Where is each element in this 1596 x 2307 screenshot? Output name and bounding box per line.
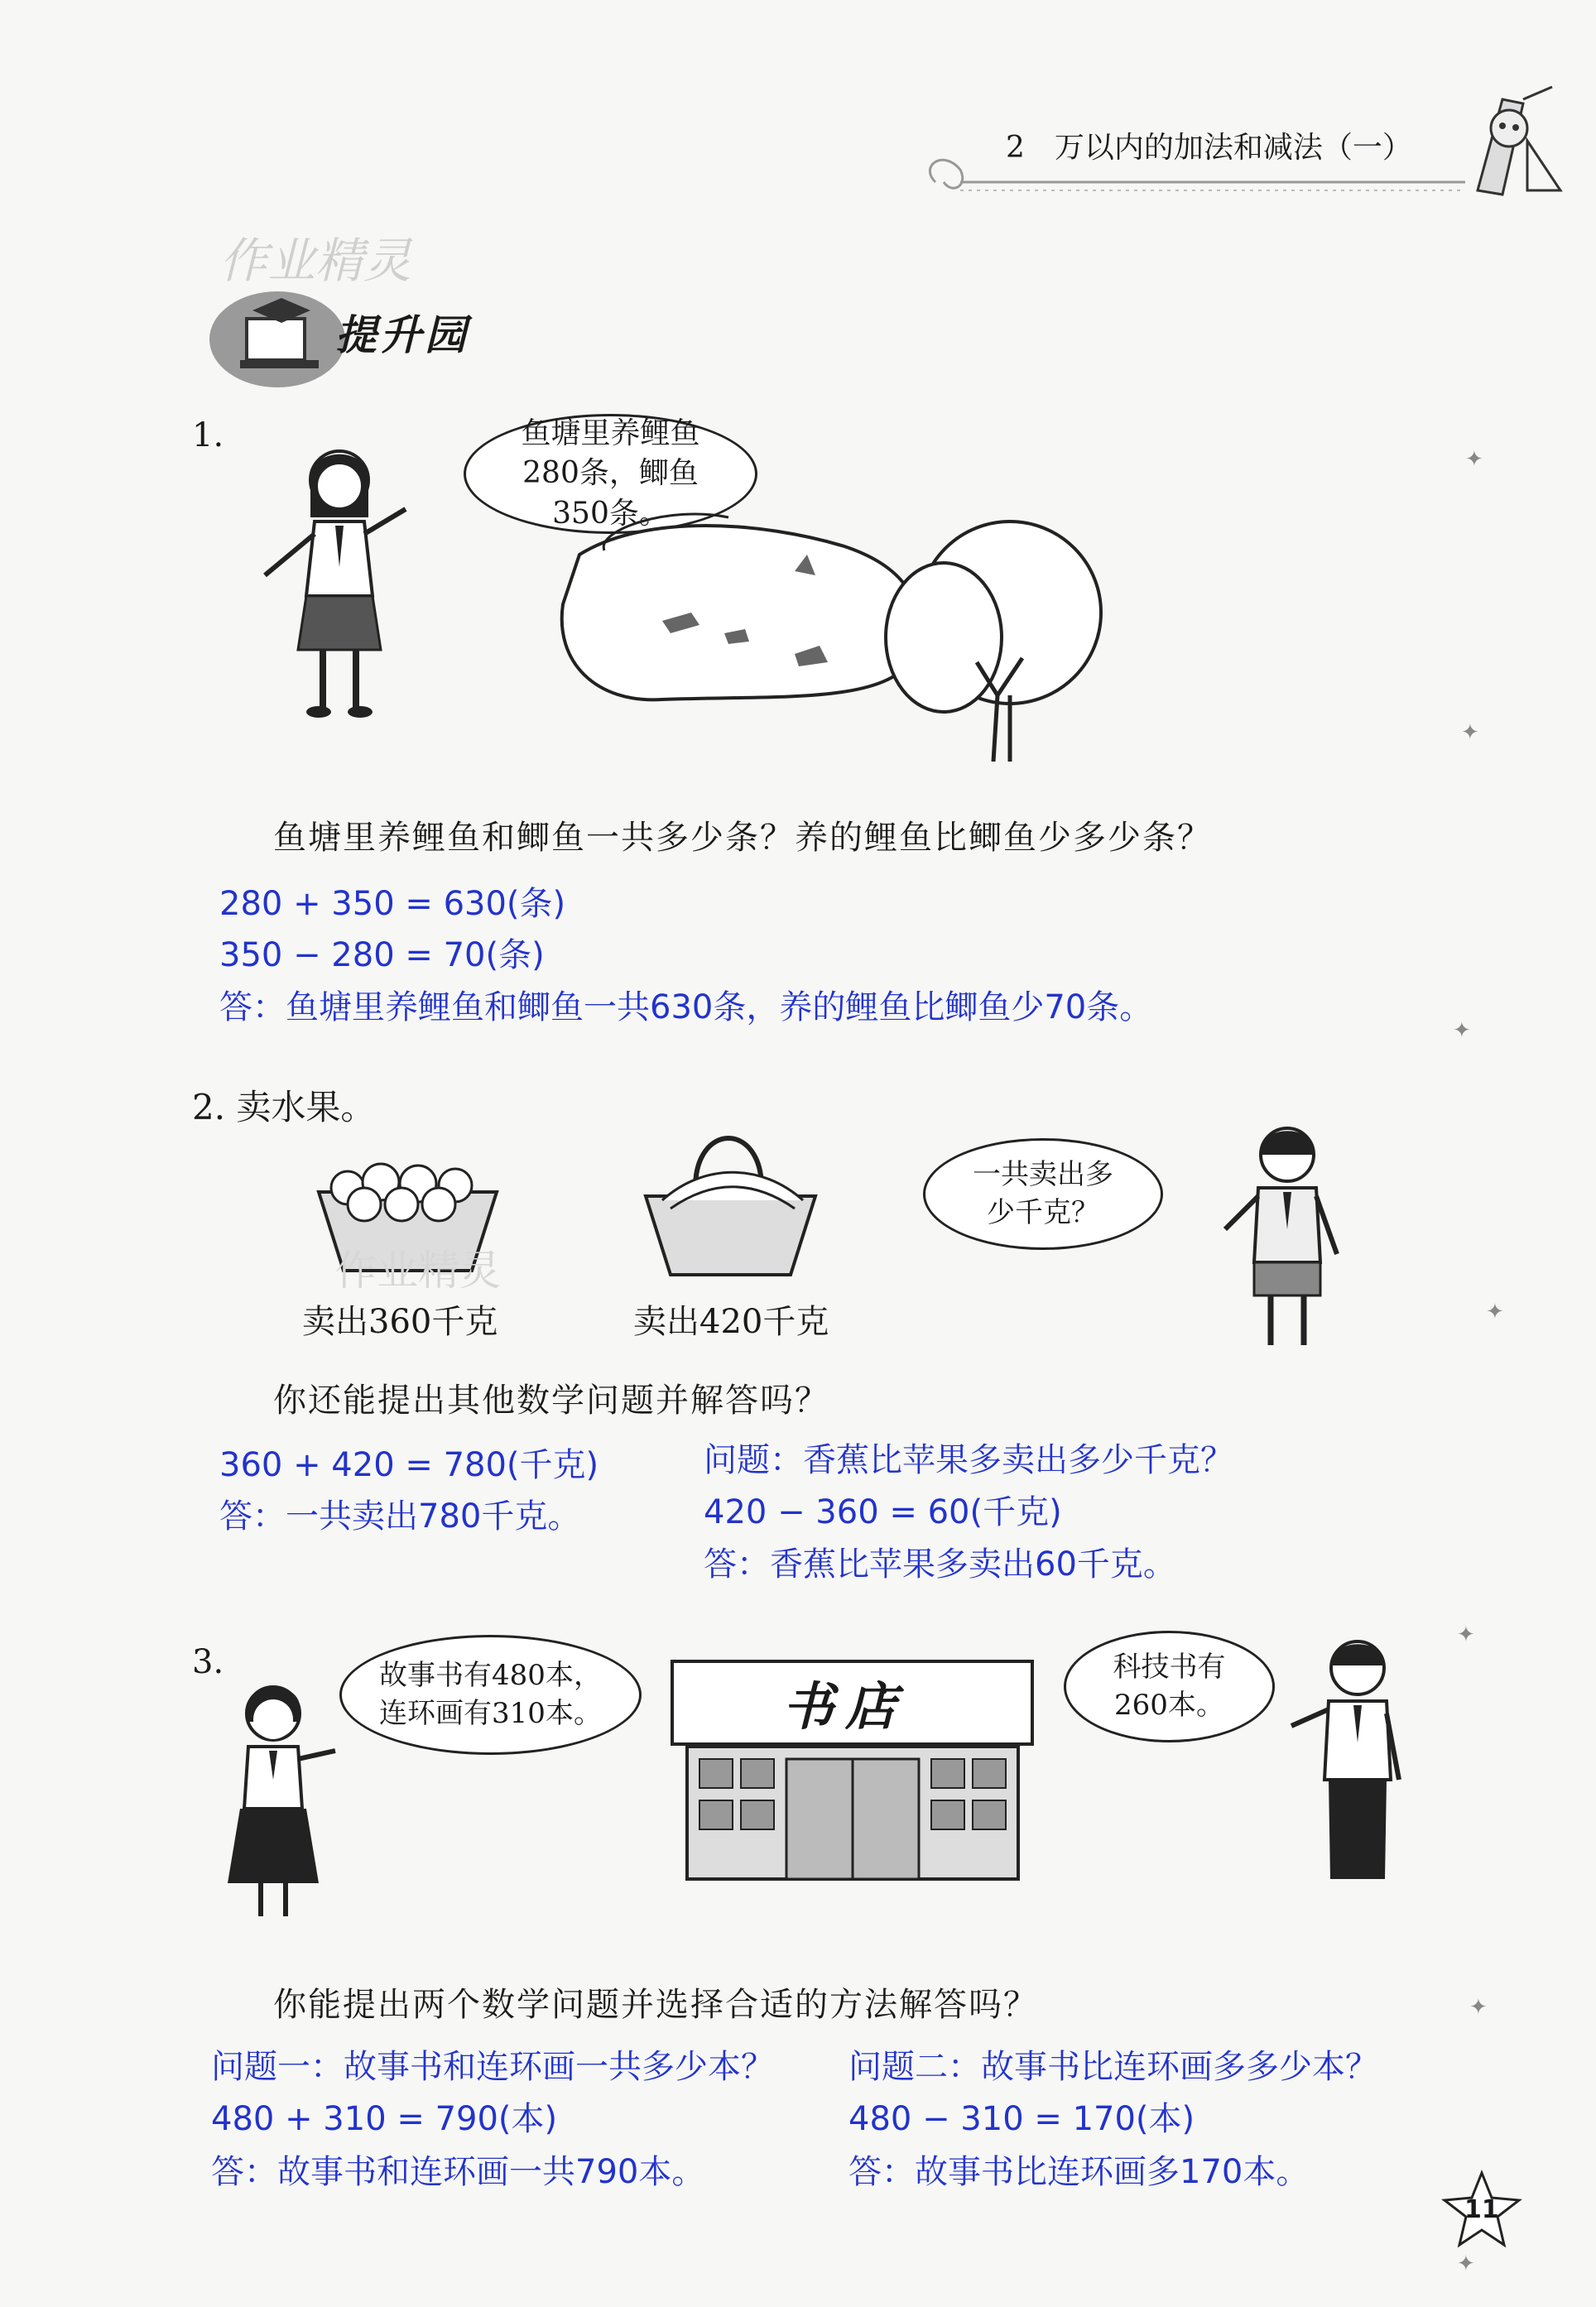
margin-star-icons: ✦ ✦ ✦ ✦ ✦ ✦ ✦ [1453,447,1504,2276]
chapter-title: 2 万以内的加法和减法（一） [1006,131,1412,165]
problem-1-number: 1. [192,416,224,454]
section-watermark: 作业精灵 [219,233,412,289]
bookstore-sign: 书店 [782,1676,909,1737]
problem-1-answer-3: 答：鱼塘里养鲤鱼和鲫鱼一共630条，养的鲤鱼比鲫鱼少70条。 [219,988,1153,1026]
label-apples: 卖出360千克 [302,1303,498,1341]
banana-basket-illustration [637,1130,824,1282]
fish-pond-illustration [546,497,1142,773]
boy-illustration-2 [1287,1631,1420,1899]
problem-3-question: 你能提出两个数学问题并选择合适的方法解答吗？ [273,1986,1038,2024]
problem-1-answer-1: 280 + 350 = 630(条) [219,885,566,923]
section-title: 提升园 [335,311,469,359]
problem-3-left-answer-3: 答：故事书和连环画一共790本。 [211,2153,705,2191]
problem-2-left-answer-1: 360 + 420 = 780(千克) [219,1446,599,1484]
problem-2-right-answer-3: 答：香蕉比苹果多卖出60千克。 [704,1545,1176,1584]
problem-2-watermark: 作业精灵 [335,1247,501,1295]
girl-illustration-2 [224,1676,356,1936]
label-bananas: 卖出420千克 [633,1303,829,1341]
girl-illustration [248,443,430,728]
boy-illustration-1 [1221,1122,1353,1365]
problem-2-left-answer-2: 答：一共卖出780千克。 [219,1497,581,1536]
problem-3-right-speech-bubble: 科技书有260本。 [1064,1631,1275,1742]
problem-3-right-answer-2: 480 − 310 = 170(本) [848,2100,1195,2138]
problem-3-right-answer-3: 答：故事书比连环画多170本。 [848,2153,1310,2191]
problem-3-left-answer-1: 问题一：故事书和连环画一共多少本？ [211,2048,774,2086]
problem-2-right-answer-1: 问题：香蕉比苹果多卖出多少千克？ [704,1441,1233,1479]
problem-1-answer-2: 350 − 280 = 70(条) [219,936,545,974]
problem-1-question: 鱼塘里养鲤鱼和鲫鱼一共多少条？养的鲤鱼比鲫鱼少多少条？ [273,819,1212,857]
problem-3-number: 3. [192,1643,224,1681]
problem-3-right-answer-1: 问题二：故事书比连环画多多少本？ [848,2048,1378,2086]
section-badge-icon [207,277,348,397]
problem-2-right-answer-2: 420 − 360 = 60(千克) [704,1493,1062,1531]
page-number: 11 [1464,2195,1499,2224]
problem-2-speech-bubble: 一共卖出多少千克？ [923,1138,1163,1250]
problem-3-left-speech-bubble: 故事书有480本，连环画有310本。 [339,1635,642,1755]
pencil-mascot-icon [1445,83,1565,202]
problem-1-speech-bubble: 鱼塘里养鲤鱼280条，鲫鱼350条。 [464,414,757,534]
problem-2-question: 你还能提出其他数学问题并解答吗？ [273,1382,829,1420]
problem-2-title: 2. 卖水果。 [192,1087,376,1127]
problem-3-left-answer-2: 480 + 310 = 790(本) [211,2100,558,2138]
